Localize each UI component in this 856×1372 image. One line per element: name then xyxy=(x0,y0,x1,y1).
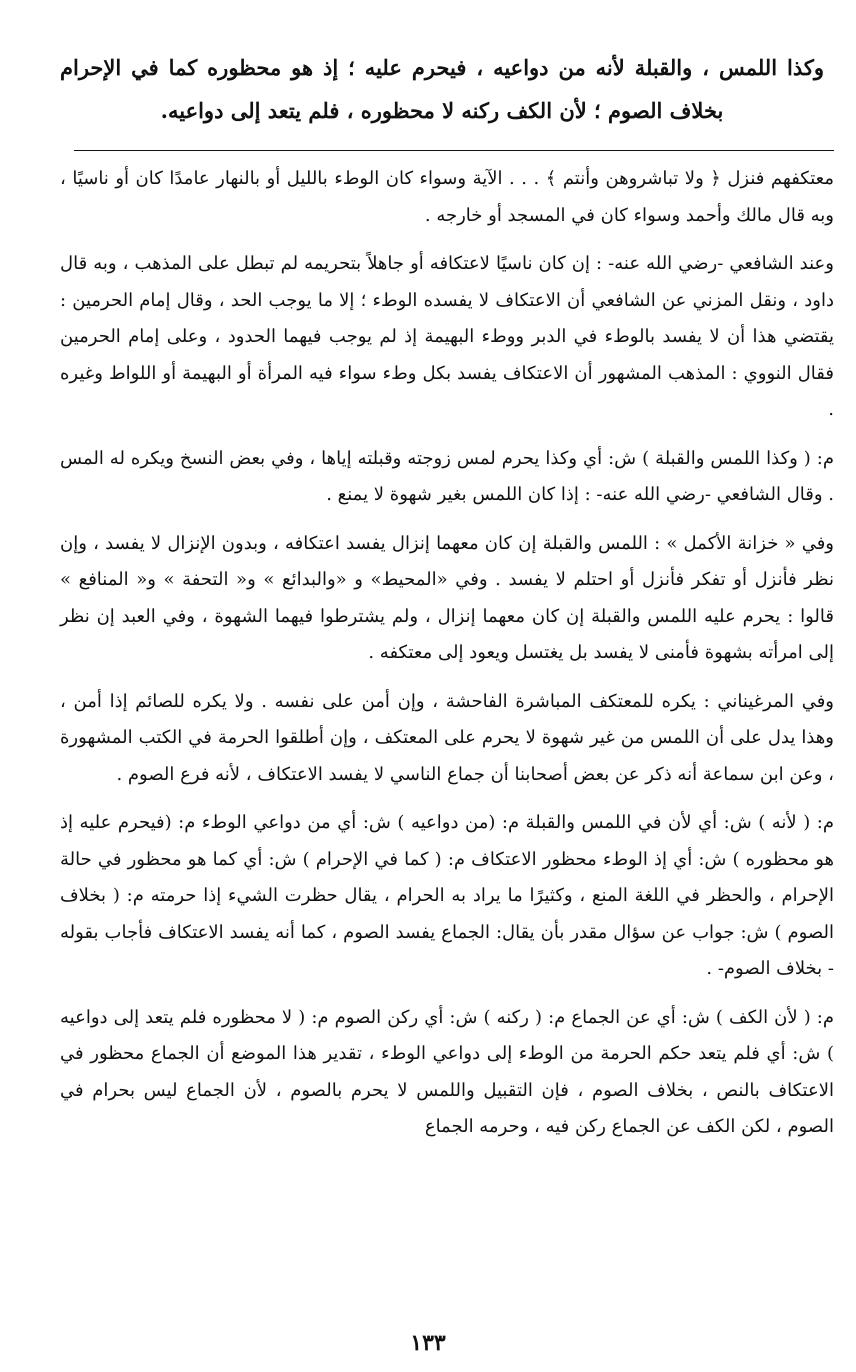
commentary-paragraph xyxy=(60,684,834,794)
paragraph-text: وعند الشافعي -رضي الله عنه- : إن كان ناسيًا لاعتكافه أو جاهلاً بتحريمه لم تبطل على المذهب ، وبه قال داود ، ونقل المزني عن الشافعي أن الاعتكاف لا يفسده الوطء ؛ إلا ما يوجب الحد ، وقال إمام الحرمين : يقتضي هذا أن لا يفسد بالوطء في الدبر ووطء البهيمة إذ لم يوجب فيهما الحدود ، وعلى إمام الحرمين فقال النووي : المذهب المشهور أن الاعتكاف يفسد بكل وطء سواء فيه المرأة أو البهيمة أو اللواط وغيره . xyxy=(60,253,834,420)
commentary-paragraph xyxy=(60,246,834,429)
paragraph-text: معتكفهم فنزل ﴿ ولا تباشروهن وأنتم ﴾ . . . الآية وسواء كان الوطء بالليل أو بالنهار عامدًا كان أو ناسيًا ، وبه قال مالك وأحمد وسواء كان في المسجد أو خارجه . xyxy=(60,168,834,226)
paragraph-text: م: ( لأنه ) ش: أي لأن في اللمس والقبلة م: (من دواعيه ) ش: أي من دواعي الوطء م: (فيحرم عليه إذ هو محظوره ) ش: أي إذ الوطء محظور الاعتكاف م: ( كما في الإحرام ) ش: أي كما هو محظور في حالة الإحرام ، والحظر في اللغة المنع ، وكثيرًا ما يراد به الحرام ، يقال حظرت الشيء إذا حرمته م: ( بخلاف الصوم ) ش: جواب عن سؤال مقدر بأن يقال: الجماع يفسد الصوم ، كما أنه يفسد الاعتكاف فأجاب بقوله - بخلاف الصوم- . xyxy=(60,812,834,979)
main-text: وكذا اللمس ، والقبلة لأنه من دواعيه ، فيحرم عليه ؛ إذ هو محظوره كما في الإحرام بخلاف الصوم ؛ لأن الكف ركنه لا محظوره ، فلم يتعد إلى دواعيه. xyxy=(60,55,824,123)
page-body xyxy=(60,46,834,1372)
commentary-paragraph xyxy=(60,161,834,234)
paragraph-text: م: ( وكذا اللمس والقبلة ) ش: أي وكذا يحرم لمس زوجته وقبلته إياها ، وفي بعض النسخ ويكره له المس . وقال الشافعي -رضي الله عنه- : إذا كان اللمس بغير شهوة لا يمنع . xyxy=(60,447,834,505)
commentary-paragraph xyxy=(60,441,834,514)
commentary-paragraph xyxy=(60,526,834,672)
paragraph-text: وفي « خزانة الأكمل » : اللمس والقبلة إن كان معهما إنزال يفسد اعتكافه ، وبدون الإنزال لا يفسد ، وإن نظر فأنزل أو تفكر فأنزل أو احتلم لا يفسد . وفي «المحيط» و «والبدائع » و« التحفة » و« المنافع » قالوا : يحرم عليه اللمس والقبلة إن كان معهما إنزال ، ولم يشترطوا فيهما الشهوة ، وفي العبد إن نظر إلى امرأته بشهوة فأمنى لا يفسد بل يغتسل ويعود إلى معتكفه . xyxy=(60,532,834,663)
paragraph-text: م: ( لأن الكف ) ش: أي عن الجماع م: ( ركنه ) ش: أي ركن الصوم م: ( لا محظوره فلم يتعد إلى دواعيه ) ش: أي فلم يتعد حكم الحرمة من الوطء إلى دواعي الوطء ، تقدير هذا الموضع أن الجماع محظور في الاعتكاف بالنص ، بخلاف الصوم ، فإن التقبيل واللمس لا يحرم بالصوم ، لأن الجماع ليس بحرام في الصوم ، لكن الكف عن الجماع ركن فيه ، وحرمه الجماع xyxy=(60,1006,834,1137)
commentary-paragraph xyxy=(60,805,834,988)
page-number: ١٣٣ xyxy=(410,1330,446,1356)
paragraph-text: وفي المرغيناني : يكره للمعتكف المباشرة الفاحشة ، وإن أمن على نفسه . ولا يكره للصائم إذا أمن ، وهذا يدل على أن اللمس من غير شهوة لا يحرم على المعتكف ، وإن أطلقوا الحرمة في الكتب المشهورة ، وعن ابن سماعة أنه ذكر عن بعض أصحابنا أن جماع الناسي لا يفسد الاعتكاف ، لأنه فرع الصوم . xyxy=(60,690,834,785)
commentary-paragraph xyxy=(60,1000,834,1146)
separator-line xyxy=(74,150,834,151)
